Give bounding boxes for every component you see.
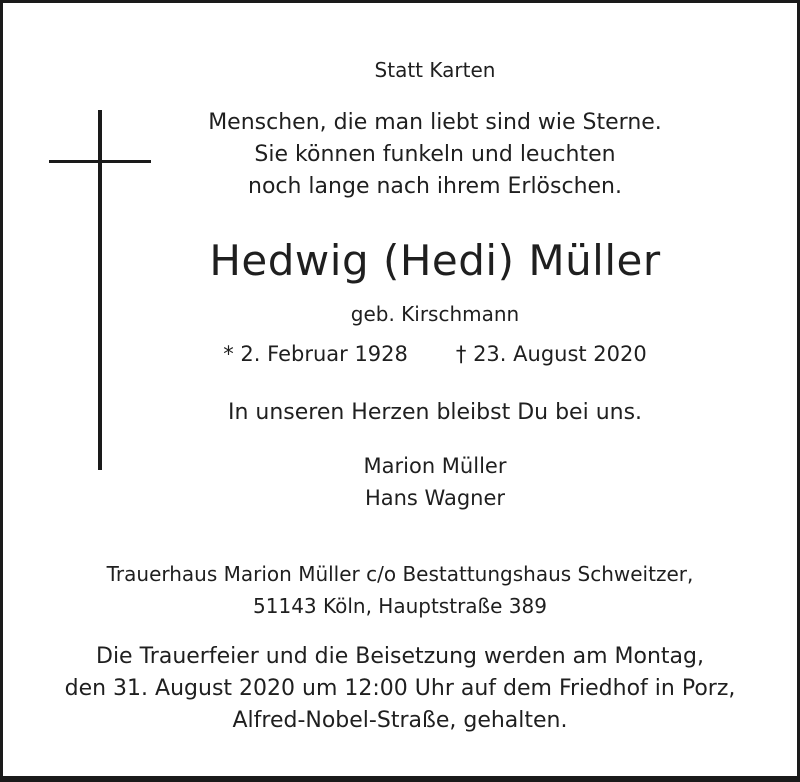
funeral-line-1: Die Trauerfeier und die Beisetzung werden am Montag,: [96, 644, 704, 669]
mourner-name-1: Marion Müller: [363, 454, 507, 478]
closing-line: In unseren Herzen bleibst Du bei uns.: [227, 400, 643, 425]
deceased-name: Hedwig (Hedi) Müller: [209, 236, 661, 285]
address-line-1: Trauerhaus Marion Müller c/o Bestattungshaus Schweitzer,: [106, 562, 694, 586]
maiden-name: geb. Kirschmann: [350, 302, 520, 326]
mourner-name-2: Hans Wagner: [364, 486, 506, 510]
notice-heading: Statt Karten: [374, 58, 496, 82]
address-line-2: 51143 Köln, Hauptstraße 389: [253, 594, 547, 618]
funeral-line-2: den 31. August 2020 um 12:00 Uhr auf dem Friedhof in Porz,: [64, 676, 736, 701]
life-dates: [35, 342, 800, 366]
poem-line-2: Sie können funkeln und leuchten: [254, 142, 616, 167]
death-date: † 23. August 2020: [455, 342, 647, 366]
poem-line-3: noch lange nach ihrem Erlöschen.: [248, 174, 622, 199]
poem-line-1: Menschen, die man liebt sind wie Sterne.: [208, 110, 662, 135]
birth-date: * 2. Februar 1928: [223, 342, 408, 366]
funeral-line-3: Alfred-Nobel-Straße, gehalten.: [232, 708, 568, 733]
